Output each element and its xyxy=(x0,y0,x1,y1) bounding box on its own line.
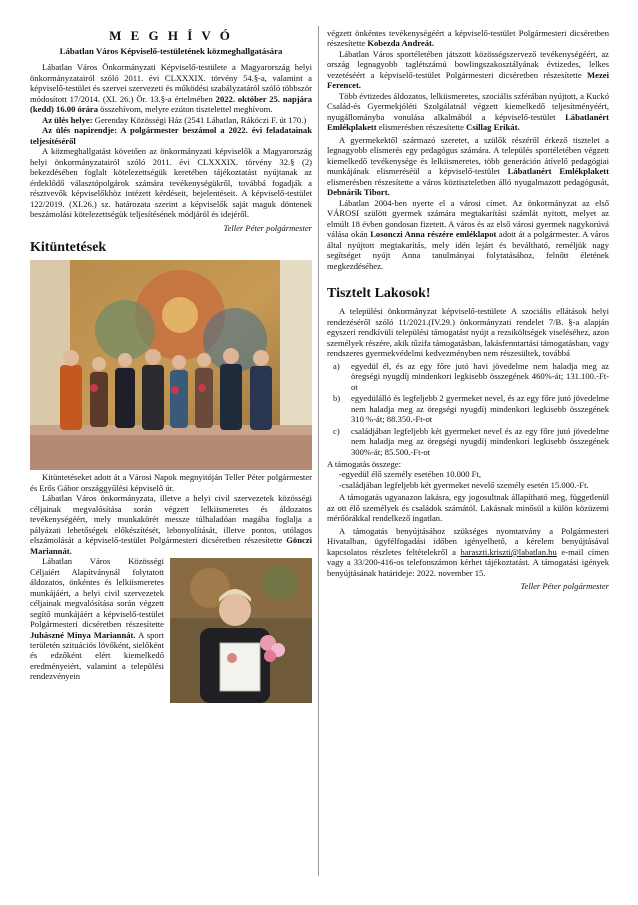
support-rules-paragraph: A támogatás ugyanazon lakásra, egy jogosultnak állapítható meg, függetlenül az ott élő személyek és családok számától. Lakásnak minősül a külön közüzemi mérőórákkal rendelkező ingatlan. xyxy=(327,492,609,524)
photo-caption: Kitüntetéseket adott át a Városi Napok megnyitóján Teller Péter polgármester és Erős Gábor országgyűlési képviselő úr. xyxy=(30,472,312,493)
award-text-kobezda: végzett önkéntes tevékenységéért a képviselő-testület Polgármesteri dicséretben részesítette xyxy=(327,28,609,49)
award-paragraph-csillag xyxy=(327,91,609,133)
award-name-mezei: Mezei Ferencet. xyxy=(327,69,609,91)
list-item-marker: b) xyxy=(333,393,341,404)
award-name-kobezda: Kobezda Andreát. xyxy=(367,38,435,49)
list-item xyxy=(327,393,609,424)
award-text-gonczi: Lábatlan Város önkormányzata, illetve a helyi civil szervezetek közösségi céljainak megvalósítása során végzett lelkiismeretes és áldozatos tevékenységéért, mely munkakörét messze túlhaladóan magába foglalja a pályázati lehetőségek előkészítését, lebonyolítását, illetve pontos, utólagos elszámolását a képviselő-testület Polgármesteri dicséretben részesítette xyxy=(30,493,312,546)
list-item xyxy=(327,426,609,457)
meeting-place-label: Az ülés helye: xyxy=(42,114,93,125)
left-column xyxy=(30,28,312,703)
hearing-paragraph: A közmeghallgatást követően az önkormányzati képviselők a Magyarország helyi önkormányzatairól szóló 2011. évi CLXXXIX. törvény 32.§ (2) bekezdésében foglalt kötelezettségük keretében tájékoztatást nyújtanak az érdeklődő választópolgárok számára tevékenységükről, továbbá fogadják a résztvevők képviselőkhöz intézett kérdéseit, bejelentéseit. A képviselő-testület 122/2019. (XI.26.) sz. határozata szerint a képviselők saját maguk döntenek beszámolási kötelezettségük teljesítésének módjáról és idejéről. xyxy=(30,146,312,220)
award-text-juhaszne: Lábatlan Város Közösségi Céljaiért Alapítványnál folytatott áldozatos, önkéntes és lelkiismeretes munkájáért, a helyi civil szervezetek céljainak megvalósítása során végzett segítő munkájáért a képviselő-testület Polgármesteri dicséretben részesítette xyxy=(30,556,164,630)
award-text-sport: A sport területén szituációs lövőként, sielőként és edzőként elért kiemelkedő eredményeiért, valamint a települési rendezvényein xyxy=(30,629,164,682)
award-float-section xyxy=(30,556,312,703)
invitation-text-a: Lábatlan Város Önkormányzati Képviselő-testülete a Magyarország helyi önkormányzatairól szóló 2011. évi CLXXXIX. törvény 54.§-a, valamint a képviselő-testület és szervei szervezeti és működési szabályzatáról szóló többször módosított 17/2014. (XI. 26.) Ör. 13.§-a értelmében xyxy=(30,62,312,104)
right-column xyxy=(327,28,609,592)
invitation-text-c: összehívom, melyre ezúton tisztelettel meghívom. xyxy=(98,104,273,115)
award-paragraph-gonczi xyxy=(30,493,312,556)
award-paragraph-losonczi xyxy=(327,198,609,271)
list-item-marker: a) xyxy=(333,360,340,371)
eligibility-list xyxy=(327,361,609,457)
amount-single: -egyedül élő személy esetében 10.000 Ft, xyxy=(339,469,481,480)
award-name-gonczi: Gönczi Mariannát. xyxy=(30,535,312,556)
meeting-place xyxy=(30,115,312,125)
award-text-debnarik-c: elismerésben részesítette a város köztiszteletben álló nyugalmazott pedagógusát, xyxy=(327,176,609,187)
award-plaque-csillag: Lábatlanért Emlékplakett xyxy=(327,111,609,133)
award-plaque-debnarik: Lábatlanért Emlékplakett xyxy=(507,166,609,177)
list-item xyxy=(327,361,609,392)
meeting-agenda-label: Az ülés napirendje: xyxy=(42,125,117,136)
list-item-text: egyedülálló és legfeljebb 2 gyermeket nevel, és az egy főre jutó jövedelme nem haladja meg az öregségi nyugdíj mindenkori legkisebb összegének 310 %-át; 88.350.-Ft-ot xyxy=(351,393,609,425)
invitation-subtitle: Lábatlan Város Képviselő-testületének közmeghallgatására xyxy=(59,45,283,56)
list-item-marker: c) xyxy=(333,425,340,436)
award-name-debnarik: Debnárik Tibort. xyxy=(327,187,390,198)
award-paragraph-mezei xyxy=(327,49,609,91)
support-intro-paragraph: A települési önkormányzat képviselő-testülete A szociális ellátások helyi rendezéséről szóló 11/2021.(IV.29.) önkormányzati rendelet 7/B. §-a alapján egyszeri rendkívüli települési támogatást nyújt a rezsiköltségek viseléséhez, azon személyek részére, akik tűzifa támogatásban, lakásfenntartási támogatásban, vagy rendszeres gyermekvédelmi kedvezményben nem részesültek, továbbá xyxy=(327,306,609,359)
signature-mayor-1: Teller Péter polgármester xyxy=(223,222,312,233)
award-text-mezei: Lábatlan Város sportéletében játszott közösségszervező tevékenységéért, az ország legnagyobb taglétszámú bowlingszakosztályának évtizedes, lelkes vezetéséért a képviselő-testület Polgármesteri dicséretben részesítette xyxy=(327,48,609,80)
award-ceremony-image xyxy=(30,260,312,470)
meeting-place-text: Gerenday Közösségi Ház (2541 Lábatlan, Rákóczi F. út 170.) xyxy=(92,114,307,125)
column-divider xyxy=(318,26,319,876)
award-recipient-photo xyxy=(170,558,312,703)
list-item-text: családjában legfeljebb két gyermeket nevel és az egy főre jutó jövedelme nem haladja meg az öregségi nyugdíj mindenkori legkisebb összegének 300%-át; 85.500.-Ft-ot xyxy=(351,425,609,457)
award-text-losonczi: Lábatlan 2004-ben nyerte el a városi címet. Az önkormányzat az első VÁROSI szülött gyermek számára megtakarítási számlát nyitott, melyet az elmúlt 18 évben gondosan fizetett. A város és az első városi gyermek nagykorúvá válása okán xyxy=(327,197,609,240)
award-recipient-image xyxy=(170,558,312,703)
contact-text-b: e-mail címen vagy a 33/200-416-os telefonszámon kérhet tájékoztatást. A támogatási igények benyújtásának határideje: 2022. november 15. xyxy=(327,546,609,578)
award-text-losonczi-c: adott át a polgármester. A város által nyújtott megtakarítás, mely idén lejárt és beváltható, reméljük nagy segítséget nyújt Anna tanulmányai folytatásához, felnőtt életének megkezdéséhez. xyxy=(327,229,609,271)
invitation-paragraph xyxy=(30,62,312,114)
meeting-agenda-text: A polgármester beszámol a 2022. évi feladatainak teljesítéséről xyxy=(30,125,312,146)
contact-email-link[interactable]: haraszti.kriszti@labatlan.hu xyxy=(460,546,557,557)
awards-heading: Kitüntetések xyxy=(30,240,107,256)
residents-heading: Tisztelt Lakosok! xyxy=(327,286,431,302)
award-text-debnarik: A gyermekektől származó szeretet, a szülők részéről érkező tisztelet a legnagyobb elismerés egy pedagógus számára. A település sportéletében végzett kiemelkedő tevékenysége és lelkiismeretes, több generáción átívelő pedagógiai munkájának elismeréséül a képviselő-testület xyxy=(327,134,609,177)
award-name-juhaszne: Juhászné Minya Mariannát. xyxy=(30,629,136,640)
support-contact-paragraph xyxy=(327,526,609,578)
list-item-text: egyedül él, és az egy főre jutó havi jövedelme nem haladja meg az öregségi nyugdíj mindenkori legkisebb összegének 460%-át; 131.100.-Ft-ot xyxy=(351,360,609,392)
amount-title: A támogatás összege: xyxy=(327,459,401,469)
award-paragraph-debnarik xyxy=(327,135,609,198)
invitation-title: M E G H Í V Ó xyxy=(109,28,233,43)
award-text-csillag: Több évtizedes áldozatos, lelkiismeretes, szociális szférában nyújtott, a Kuckó Család-és Gyermekjóléti Szolgálatnál végzett kiemelkedő teljesítményéért, nyugállományba vonulása alkalmából a képviselő-testület xyxy=(327,90,609,122)
amount-family: -családjában legfeljebb két gyermeket nevelő személy esetén 15.000.-Ft. xyxy=(339,479,589,490)
contact-text-a: A támogatás benyújtásához szükséges nyomtatvány a Polgármesteri Hivatalban, ügyfélfogadási időben igényelhető, a kérelem benyújtásával kapcsolatos részletes feltételekről a xyxy=(327,525,609,557)
award-text-csillag-c: elismerésben részesítette xyxy=(376,122,467,133)
award-ceremony-photo xyxy=(30,260,312,470)
meeting-agenda xyxy=(30,125,312,146)
award-name-losonczi: Losonczi Anna részére emléklapot xyxy=(370,229,497,240)
meeting-date: 2022. október 25. napjára (kedd) 16.00 órára xyxy=(30,93,313,115)
award-paragraph-kobezda xyxy=(327,28,609,49)
signature-mayor-2: Teller Péter polgármester xyxy=(520,581,609,592)
award-name-csillag: Csillag Erikát. xyxy=(466,122,520,133)
